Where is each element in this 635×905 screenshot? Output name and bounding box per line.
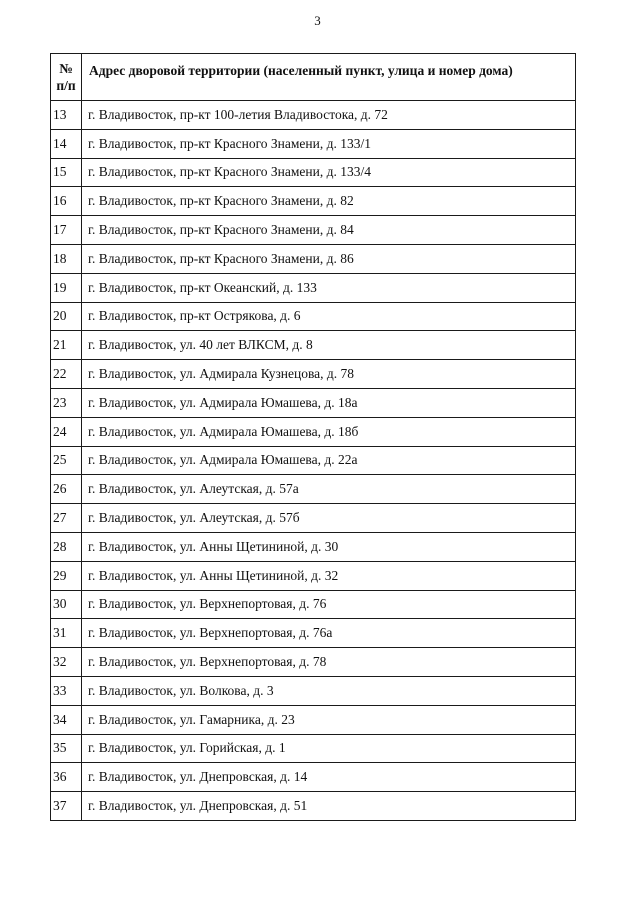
table-row: [51, 417, 576, 446]
table-row: [51, 590, 576, 619]
row-address: г. Владивосток, пр-кт Красного Знамени, д. 133/1: [82, 129, 576, 158]
row-address: г. Владивосток, ул. Горийская, д. 1: [82, 734, 576, 763]
row-address: г. Владивосток, пр-кт Красного Знамени, д. 84: [82, 216, 576, 245]
row-number: 14: [51, 129, 82, 158]
table-row: [51, 273, 576, 302]
header-number-abbrev: п/п: [56, 78, 76, 93]
row-address: г. Владивосток, ул. Волкова, д. 3: [82, 676, 576, 705]
row-number: 28: [51, 532, 82, 561]
row-number: 20: [51, 302, 82, 331]
row-address: г. Владивосток, ул. Адмирала Юмашева, д. 18а: [82, 388, 576, 417]
row-address: г. Владивосток, пр-кт Красного Знамени, д. 82: [82, 187, 576, 216]
row-address: г. Владивосток, пр-кт Острякова, д. 6: [82, 302, 576, 331]
row-number: 37: [51, 792, 82, 821]
table-row: [51, 532, 576, 561]
row-number: 24: [51, 417, 82, 446]
row-address: г. Владивосток, ул. Алеутская, д. 57а: [82, 475, 576, 504]
row-number: 25: [51, 446, 82, 475]
row-number: 13: [51, 101, 82, 130]
table-row: [51, 388, 576, 417]
table-row: [51, 619, 576, 648]
row-address: г. Владивосток, ул. Алеутская, д. 57б: [82, 504, 576, 533]
address-table: [50, 53, 576, 821]
table-row: [51, 561, 576, 590]
header-address-column: Адрес дворовой территории (населенный пункт, улица и номер дома): [82, 54, 576, 101]
row-address: г. Владивосток, пр-кт Красного Знамени, д. 133/4: [82, 158, 576, 187]
header-number-sign: №: [59, 61, 73, 76]
row-number: 33: [51, 676, 82, 705]
table-row: [51, 244, 576, 273]
row-number: 31: [51, 619, 82, 648]
row-number: 19: [51, 273, 82, 302]
table-row: [51, 331, 576, 360]
row-number: 17: [51, 216, 82, 245]
table-row: [51, 302, 576, 331]
row-number: 29: [51, 561, 82, 590]
row-address: г. Владивосток, ул. Верхнепортовая, д. 76: [82, 590, 576, 619]
row-address: г. Владивосток, ул. Днепровская, д. 51: [82, 792, 576, 821]
row-address: г. Владивосток, ул. Адмирала Юмашева, д. 18б: [82, 417, 576, 446]
table-row: [51, 792, 576, 821]
row-address: г. Владивосток, ул. Анны Щетининой, д. 30: [82, 532, 576, 561]
row-address: г. Владивосток, ул. Днепровская, д. 14: [82, 763, 576, 792]
table-row: [51, 705, 576, 734]
row-number: 22: [51, 360, 82, 389]
row-address: г. Владивосток, пр-кт Океанский, д. 133: [82, 273, 576, 302]
table-row: [51, 734, 576, 763]
row-address: г. Владивосток, ул. Верхнепортовая, д. 78: [82, 648, 576, 677]
table-row: [51, 216, 576, 245]
row-number: 35: [51, 734, 82, 763]
table-row: [51, 360, 576, 389]
row-address: г. Владивосток, ул. Анны Щетининой, д. 32: [82, 561, 576, 590]
row-number: 26: [51, 475, 82, 504]
table-row: [51, 187, 576, 216]
row-number: 18: [51, 244, 82, 273]
row-address: г. Владивосток, ул. 40 лет ВЛКСМ, д. 8: [82, 331, 576, 360]
row-address: г. Владивосток, ул. Верхнепортовая, д. 76а: [82, 619, 576, 648]
table-body: [51, 101, 576, 821]
table-header: [51, 54, 576, 101]
row-number: 32: [51, 648, 82, 677]
row-number: 21: [51, 331, 82, 360]
table-row: [51, 475, 576, 504]
row-address: г. Владивосток, ул. Адмирала Юмашева, д. 22а: [82, 446, 576, 475]
row-number: 15: [51, 158, 82, 187]
table-row: [51, 129, 576, 158]
row-address: г. Владивосток, пр-кт 100-летия Владивостока, д. 72: [82, 101, 576, 130]
table-row: [51, 101, 576, 130]
header-number-column: [51, 54, 82, 101]
table-row: [51, 158, 576, 187]
row-number: 30: [51, 590, 82, 619]
table-row: [51, 763, 576, 792]
row-address: г. Владивосток, ул. Гамарника, д. 23: [82, 705, 576, 734]
row-number: 34: [51, 705, 82, 734]
row-number: 16: [51, 187, 82, 216]
row-address: г. Владивосток, ул. Адмирала Кузнецова, д. 78: [82, 360, 576, 389]
row-address: г. Владивосток, пр-кт Красного Знамени, д. 86: [82, 244, 576, 273]
row-number: 23: [51, 388, 82, 417]
page-number: 3: [314, 13, 321, 28]
table-row: [51, 648, 576, 677]
row-number: 36: [51, 763, 82, 792]
table-row: [51, 504, 576, 533]
header-row: [51, 54, 576, 101]
table-row: [51, 446, 576, 475]
row-number: 27: [51, 504, 82, 533]
table-row: [51, 676, 576, 705]
